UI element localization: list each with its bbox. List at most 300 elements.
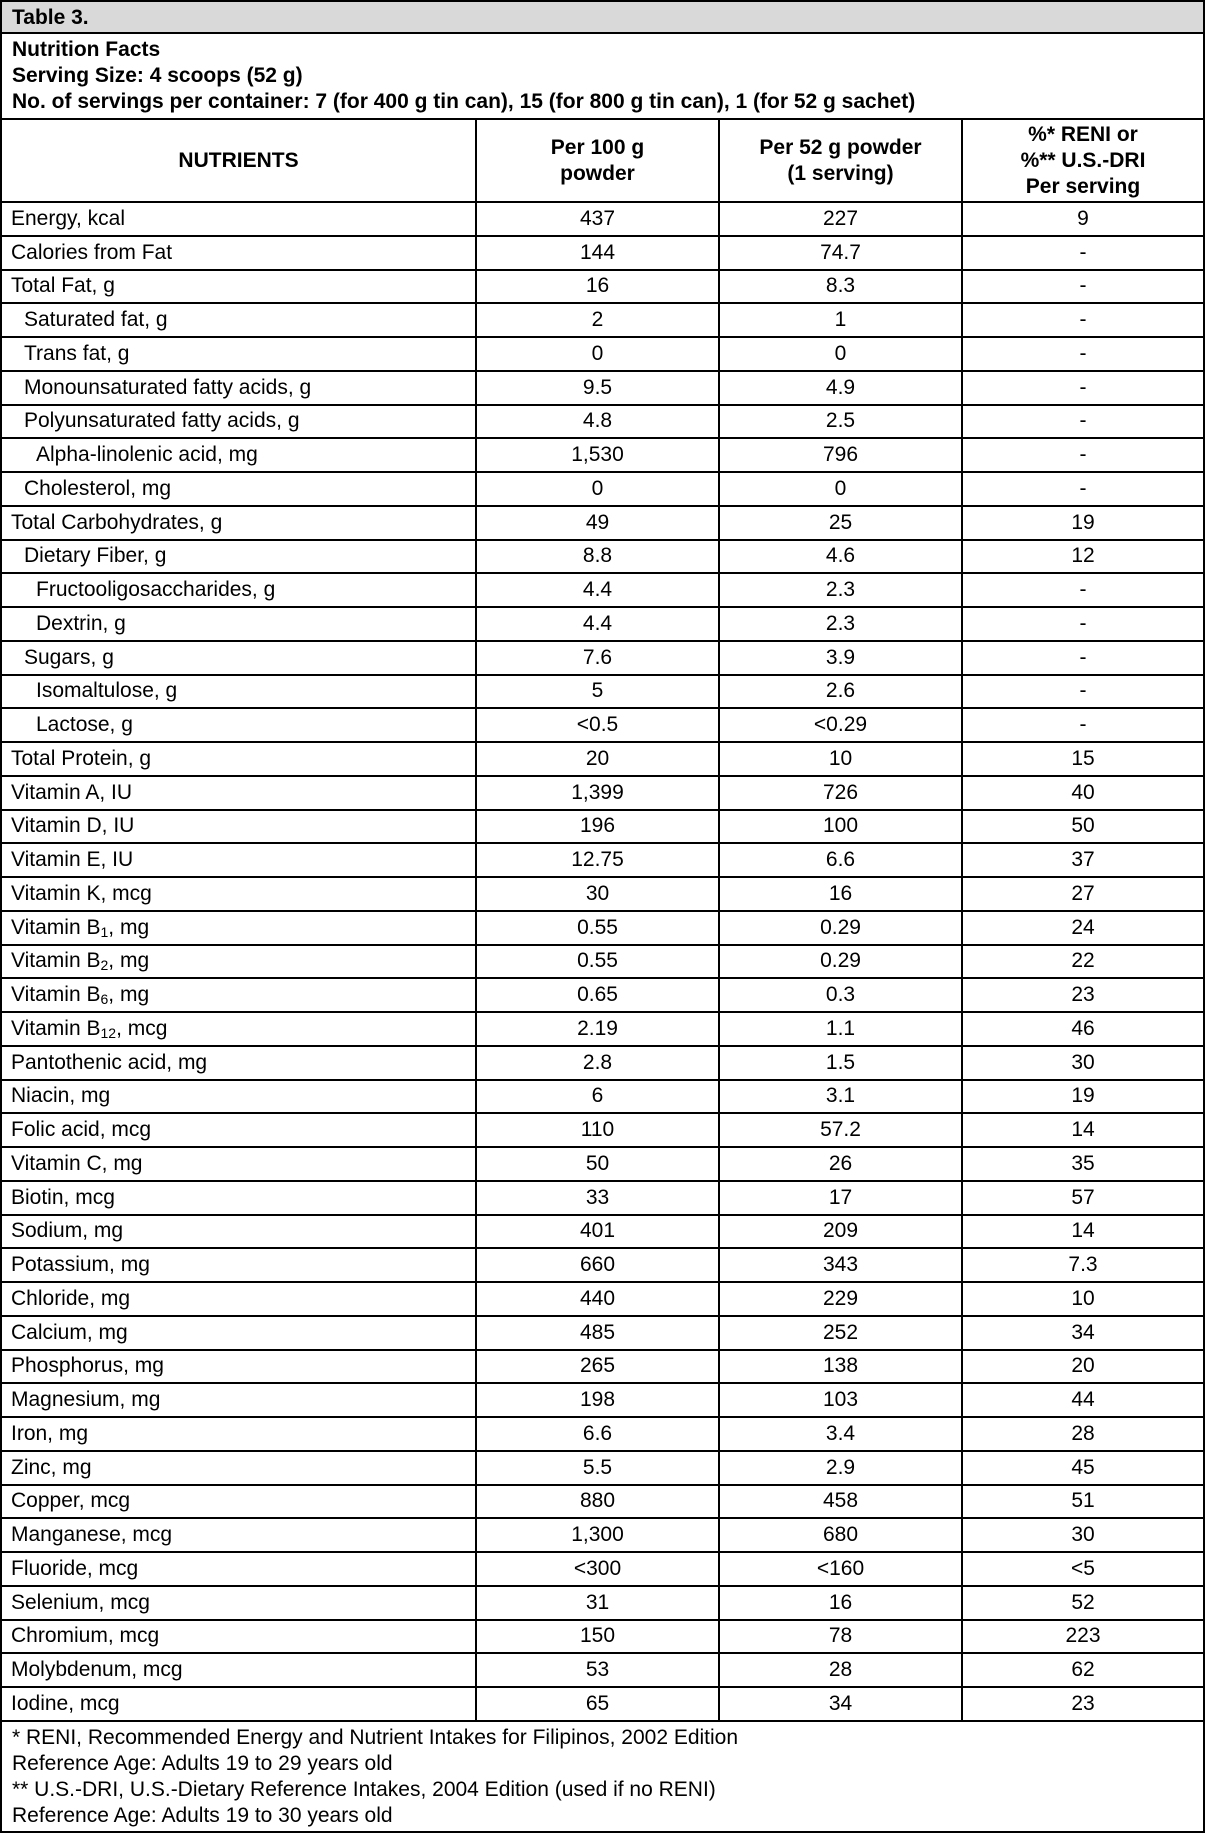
value-percent: 28 (962, 1417, 1203, 1451)
value-per-100g: 49 (476, 506, 719, 540)
table-row (2, 1518, 1203, 1552)
table-row (2, 1080, 1203, 1114)
table-row (2, 1687, 1203, 1721)
nutrient-label: Zinc, mg (11, 1455, 92, 1479)
nutrient-label: Vitamin E, IU (11, 848, 134, 872)
table-row (2, 945, 1203, 979)
value-per-serving: 343 (719, 1248, 962, 1282)
table-row (2, 1552, 1203, 1586)
nutrient-subscript: 1 (100, 923, 109, 940)
table-row (2, 1586, 1203, 1620)
value-percent: 44 (962, 1383, 1203, 1417)
nutrient-name (2, 371, 476, 405)
value-percent: 10 (962, 1282, 1203, 1316)
nutrient-label: Magnesium, mg (11, 1388, 161, 1412)
value-percent: - (962, 270, 1203, 304)
nutrient-label: Molybdenum, mcg (11, 1658, 183, 1682)
nutrient-name (2, 573, 476, 607)
nutrient-label: Vitamin B (11, 949, 101, 973)
nutrient-name (2, 978, 476, 1012)
nutrient-label: Polyunsaturated fatty acids, g (24, 409, 300, 433)
table-body (2, 202, 1203, 1721)
nutrient-name (2, 945, 476, 979)
table-row (2, 438, 1203, 472)
nutrient-name (2, 337, 476, 371)
nutrient-label: Cholesterol, mg (24, 476, 172, 500)
nutrient-name (2, 1282, 476, 1316)
value-per-serving: 229 (719, 1282, 962, 1316)
nutrient-name (2, 270, 476, 304)
nutrient-label: Selenium, mcg (11, 1590, 150, 1614)
nutrient-label: Fructooligosaccharides, g (36, 578, 276, 602)
nutrition-facts-header (2, 34, 1203, 120)
value-percent: - (962, 472, 1203, 506)
value-per-100g: 0.65 (476, 978, 719, 1012)
nutrient-name (2, 911, 476, 945)
value-per-serving: 1.5 (719, 1046, 962, 1080)
nutrient-label: Vitamin B (11, 983, 101, 1007)
nutrient-unit: , mcg (116, 1016, 168, 1040)
value-per-serving: 100 (719, 810, 962, 844)
value-percent: - (962, 337, 1203, 371)
nutrient-label: Dietary Fiber, g (24, 544, 167, 568)
value-percent: - (962, 371, 1203, 405)
value-per-serving: 17 (719, 1181, 962, 1215)
nutrient-name (2, 1113, 476, 1147)
column-header-per-serving (719, 120, 962, 202)
value-percent: 40 (962, 776, 1203, 810)
nutrient-name (2, 472, 476, 506)
table-row (2, 641, 1203, 675)
nutrient-name (2, 1485, 476, 1519)
value-percent: - (962, 405, 1203, 439)
nutrition-facts-title: Nutrition Facts (12, 38, 161, 61)
nutrient-label: Isomaltulose, g (36, 679, 178, 703)
nutrient-label: Iron, mg (11, 1421, 89, 1445)
value-percent: 15 (962, 742, 1203, 776)
value-per-100g: 440 (476, 1282, 719, 1316)
nutrient-name (2, 1451, 476, 1485)
value-per-100g: 110 (476, 1113, 719, 1147)
nutrient-name (2, 1620, 476, 1654)
value-per-serving: 3.4 (719, 1417, 962, 1451)
nutrient-name (2, 742, 476, 776)
value-per-serving: <0.29 (719, 708, 962, 742)
nutrient-unit: , mg (108, 983, 150, 1007)
value-percent: 50 (962, 810, 1203, 844)
table-row (2, 1350, 1203, 1384)
value-percent: 22 (962, 945, 1203, 979)
nutrient-name (2, 641, 476, 675)
value-percent: 52 (962, 1586, 1203, 1620)
nutrient-label: Pantothenic acid, mg (11, 1050, 208, 1074)
column-header-percent (962, 120, 1203, 202)
value-per-serving: 0.29 (719, 945, 962, 979)
nutrient-name (2, 1012, 476, 1046)
nutrient-subscript: 6 (100, 991, 109, 1008)
value-per-100g: 0 (476, 472, 719, 506)
table-row (2, 1282, 1203, 1316)
header-line: Per 52 g powder (759, 135, 922, 159)
header-line: powder (560, 161, 635, 185)
table-row (2, 1620, 1203, 1654)
header-line: Per serving (1025, 174, 1141, 198)
nutrient-label: Manganese, mcg (11, 1523, 173, 1547)
nutrient-name (2, 438, 476, 472)
value-percent: <5 (962, 1552, 1203, 1586)
value-per-serving: 726 (719, 776, 962, 810)
nutrient-name (2, 1552, 476, 1586)
nutrient-name (2, 236, 476, 270)
value-per-serving: 16 (719, 877, 962, 911)
column-header-nutrients (2, 120, 476, 202)
nutrient-label: Phosphorus, mg (11, 1354, 164, 1378)
value-per-serving: 26 (719, 1147, 962, 1181)
value-percent: 14 (962, 1215, 1203, 1249)
value-per-serving: 0.29 (719, 911, 962, 945)
table-row (2, 573, 1203, 607)
table-row (2, 1383, 1203, 1417)
value-percent: 30 (962, 1518, 1203, 1552)
footnotes (2, 1722, 1203, 1829)
nutrient-name (2, 877, 476, 911)
nutrient-label: Total Protein, g (11, 746, 152, 770)
value-per-100g: 6 (476, 1080, 719, 1114)
table-row (2, 843, 1203, 877)
value-per-100g: 150 (476, 1620, 719, 1654)
nutrient-label: Sodium, mg (11, 1219, 124, 1243)
value-per-100g: 1,530 (476, 438, 719, 472)
nutrient-name (2, 1687, 476, 1721)
value-per-serving: 2.3 (719, 607, 962, 641)
nutrient-label: Chromium, mcg (11, 1624, 160, 1648)
value-per-100g: 198 (476, 1383, 719, 1417)
value-per-serving: 34 (719, 1687, 962, 1721)
nutrient-name (2, 1316, 476, 1350)
value-per-serving: 78 (719, 1620, 962, 1654)
table-row (2, 1113, 1203, 1147)
header-line: (1 serving) (787, 161, 894, 185)
value-per-100g: 4.4 (476, 607, 719, 641)
value-percent: - (962, 438, 1203, 472)
header-line: NUTRIENTS (178, 148, 299, 172)
nutrient-name (2, 810, 476, 844)
nutrient-name (2, 1248, 476, 1282)
value-per-serving: 0 (719, 472, 962, 506)
table-row (2, 1653, 1203, 1687)
nutrient-label: Chloride, mg (11, 1286, 131, 1310)
value-per-100g: 4.8 (476, 405, 719, 439)
value-per-100g: 65 (476, 1687, 719, 1721)
table-row (2, 202, 1203, 236)
nutrient-unit: , mg (108, 915, 150, 939)
value-per-serving: 4.9 (719, 371, 962, 405)
table-row (2, 1451, 1203, 1485)
value-percent: 62 (962, 1653, 1203, 1687)
value-per-100g: 0 (476, 337, 719, 371)
nutrient-name (2, 1147, 476, 1181)
nutrient-name (2, 1417, 476, 1451)
nutrient-label: Alpha-linolenic acid, mg (36, 443, 258, 467)
nutrient-label: Fluoride, mcg (11, 1556, 139, 1580)
value-percent: 37 (962, 843, 1203, 877)
value-per-100g: 9.5 (476, 371, 719, 405)
value-percent: 57 (962, 1181, 1203, 1215)
nutrient-name (2, 1586, 476, 1620)
table-row (2, 1417, 1203, 1451)
value-per-100g: <0.5 (476, 708, 719, 742)
nutrient-name (2, 1215, 476, 1249)
footnote: ** U.S.-DRI, U.S.-Dietary Reference Intakes, 2004 Edition (used if no RENI) (12, 1777, 716, 1801)
nutrient-label: Lactose, g (36, 713, 133, 737)
value-per-serving: 74.7 (719, 236, 962, 270)
value-per-100g: 265 (476, 1350, 719, 1384)
table-row (2, 742, 1203, 776)
table-row (2, 708, 1203, 742)
value-per-100g: 880 (476, 1485, 719, 1519)
value-per-serving: 0.3 (719, 978, 962, 1012)
nutrient-name (2, 1350, 476, 1384)
nutrient-label: Potassium, mg (11, 1253, 150, 1277)
table-row (2, 1012, 1203, 1046)
footnote: * RENI, Recommended Energy and Nutrient Intakes for Filipinos, 2002 Edition (12, 1725, 739, 1749)
column-header-per-100g (476, 120, 719, 202)
value-percent: 7.3 (962, 1248, 1203, 1282)
table-row (2, 1181, 1203, 1215)
value-per-100g: 5.5 (476, 1451, 719, 1485)
value-per-serving: 3.9 (719, 641, 962, 675)
nutrient-label: Vitamin C, mg (11, 1151, 143, 1175)
value-percent: 20 (962, 1350, 1203, 1384)
nutrient-label: Vitamin B (11, 1016, 101, 1040)
table-row (2, 810, 1203, 844)
footnote: Reference Age: Adults 19 to 29 years old (12, 1751, 393, 1775)
value-percent: 46 (962, 1012, 1203, 1046)
nutrient-label: Dextrin, g (36, 611, 126, 635)
nutrient-label: Monounsaturated fatty acids, g (24, 375, 312, 399)
value-percent: 45 (962, 1451, 1203, 1485)
nutrient-name (2, 506, 476, 540)
nutrient-label: Biotin, mcg (11, 1185, 115, 1209)
value-per-100g: 33 (476, 1181, 719, 1215)
value-percent: 14 (962, 1113, 1203, 1147)
table-caption: Table 3. (2, 2, 1203, 34)
value-per-serving: 2.6 (719, 675, 962, 709)
value-per-serving: 3.1 (719, 1080, 962, 1114)
serving-size: Serving Size: 4 scoops (52 g) (12, 64, 303, 87)
nutrients-table (2, 120, 1203, 1722)
value-percent: 24 (962, 911, 1203, 945)
table-row (2, 236, 1203, 270)
value-percent: 51 (962, 1485, 1203, 1519)
nutrient-subscript: 2 (100, 957, 109, 974)
value-per-100g: 53 (476, 1653, 719, 1687)
header-line: %* RENI or (1028, 122, 1138, 146)
value-per-100g: <300 (476, 1552, 719, 1586)
nutrient-name (2, 540, 476, 574)
value-per-serving: 227 (719, 202, 962, 236)
value-percent: 9 (962, 202, 1203, 236)
nutrient-name (2, 1518, 476, 1552)
value-per-serving: 138 (719, 1350, 962, 1384)
value-per-100g: 437 (476, 202, 719, 236)
table-row (2, 270, 1203, 304)
value-per-100g: 2 (476, 303, 719, 337)
value-per-100g: 12.75 (476, 843, 719, 877)
nutrient-label: Iodine, mcg (11, 1691, 120, 1715)
value-per-100g: 1,399 (476, 776, 719, 810)
value-percent: - (962, 607, 1203, 641)
table-row (2, 371, 1203, 405)
value-percent: 12 (962, 540, 1203, 574)
table-row (2, 978, 1203, 1012)
value-per-100g: 1,300 (476, 1518, 719, 1552)
value-per-100g: 50 (476, 1147, 719, 1181)
nutrient-subscript: 12 (100, 1024, 117, 1041)
table-row (2, 1147, 1203, 1181)
value-per-serving: 1 (719, 303, 962, 337)
value-per-100g: 196 (476, 810, 719, 844)
nutrient-label: Vitamin A, IU (11, 780, 132, 804)
value-per-serving: 2.5 (719, 405, 962, 439)
value-per-100g: 31 (476, 1586, 719, 1620)
value-per-serving: 0 (719, 337, 962, 371)
value-per-serving: 458 (719, 1485, 962, 1519)
nutrient-name (2, 675, 476, 709)
nutrient-label: Copper, mcg (11, 1489, 131, 1513)
nutrient-name (2, 303, 476, 337)
value-percent: 19 (962, 1080, 1203, 1114)
nutrient-name (2, 776, 476, 810)
value-percent: 19 (962, 506, 1203, 540)
value-percent: - (962, 675, 1203, 709)
value-percent: - (962, 236, 1203, 270)
value-per-serving: 252 (719, 1316, 962, 1350)
table-row (2, 303, 1203, 337)
nutrient-name (2, 405, 476, 439)
value-percent: 35 (962, 1147, 1203, 1181)
value-per-serving: <160 (719, 1552, 962, 1586)
table-row (2, 1485, 1203, 1519)
value-percent: - (962, 641, 1203, 675)
value-percent: 223 (962, 1620, 1203, 1654)
table-row (2, 776, 1203, 810)
value-percent: 23 (962, 978, 1203, 1012)
nutrient-name (2, 1046, 476, 1080)
value-per-serving: 4.6 (719, 540, 962, 574)
footnote: Reference Age: Adults 19 to 30 years old (12, 1803, 393, 1827)
value-per-serving: 2.9 (719, 1451, 962, 1485)
table-row (2, 1248, 1203, 1282)
value-per-serving: 10 (719, 742, 962, 776)
servings-per-container: No. of servings per container: 7 (for 400 g tin can), 15 (for 800 g tin can), 1 (for 52 g sachet) (12, 90, 916, 113)
table-row (2, 1046, 1203, 1080)
header-line: Per 100 g (550, 135, 645, 159)
value-per-serving: 103 (719, 1383, 962, 1417)
nutrient-name (2, 202, 476, 236)
nutrient-label: Saturated fat, g (24, 308, 168, 332)
value-per-100g: 8.8 (476, 540, 719, 574)
nutrient-name (2, 843, 476, 877)
value-per-100g: 660 (476, 1248, 719, 1282)
value-percent: - (962, 573, 1203, 607)
nutrient-name (2, 607, 476, 641)
value-per-serving: 796 (719, 438, 962, 472)
value-per-serving: 209 (719, 1215, 962, 1249)
nutrient-label: Vitamin K, mcg (11, 881, 152, 905)
nutrient-label: Total Carbohydrates, g (11, 510, 223, 534)
value-per-100g: 2.19 (476, 1012, 719, 1046)
table-row (2, 472, 1203, 506)
table-row (2, 1215, 1203, 1249)
value-percent: 27 (962, 877, 1203, 911)
nutrient-name (2, 1383, 476, 1417)
nutrient-label: Vitamin D, IU (11, 814, 135, 838)
nutrient-label: Calcium, mg (11, 1320, 128, 1344)
value-per-100g: 0.55 (476, 945, 719, 979)
table-row (2, 607, 1203, 641)
value-per-serving: 25 (719, 506, 962, 540)
value-per-serving: 8.3 (719, 270, 962, 304)
table-row (2, 675, 1203, 709)
header-line: %** U.S.-DRI (1020, 148, 1146, 172)
nutrient-label: Total Fat, g (11, 274, 115, 298)
table-row (2, 405, 1203, 439)
value-per-serving: 28 (719, 1653, 962, 1687)
value-per-serving: 2.3 (719, 573, 962, 607)
nutrient-label: Folic acid, mcg (11, 1118, 152, 1142)
value-per-serving: 16 (719, 1586, 962, 1620)
value-percent: - (962, 303, 1203, 337)
nutrient-label: Sugars, g (24, 645, 114, 669)
table-row (2, 540, 1203, 574)
value-per-serving: 6.6 (719, 843, 962, 877)
table-row (2, 877, 1203, 911)
value-per-100g: 144 (476, 236, 719, 270)
nutrient-label: Energy, kcal (11, 206, 125, 230)
nutrient-label: Niacin, mg (11, 1084, 111, 1108)
value-per-serving: 1.1 (719, 1012, 962, 1046)
nutrient-label: Vitamin B (11, 915, 101, 939)
table-row (2, 337, 1203, 371)
nutrient-name (2, 708, 476, 742)
value-per-100g: 2.8 (476, 1046, 719, 1080)
value-percent: - (962, 708, 1203, 742)
table-row (2, 1316, 1203, 1350)
nutrient-name (2, 1653, 476, 1687)
nutrient-unit: , mg (108, 949, 150, 973)
value-per-100g: 16 (476, 270, 719, 304)
value-per-100g: 20 (476, 742, 719, 776)
table-header-row (2, 120, 1203, 202)
value-percent: 23 (962, 1687, 1203, 1721)
value-per-serving: 57.2 (719, 1113, 962, 1147)
value-per-100g: 6.6 (476, 1417, 719, 1451)
value-percent: 34 (962, 1316, 1203, 1350)
value-per-100g: 7.6 (476, 641, 719, 675)
table-row (2, 911, 1203, 945)
value-per-100g: 4.4 (476, 573, 719, 607)
table-row (2, 506, 1203, 540)
nutrient-label: Trans fat, g (24, 341, 130, 365)
value-per-100g: 5 (476, 675, 719, 709)
nutrient-name (2, 1181, 476, 1215)
nutrient-label: Calories from Fat (11, 240, 173, 264)
value-per-100g: 30 (476, 877, 719, 911)
value-per-serving: 680 (719, 1518, 962, 1552)
value-per-100g: 485 (476, 1316, 719, 1350)
value-per-100g: 0.55 (476, 911, 719, 945)
